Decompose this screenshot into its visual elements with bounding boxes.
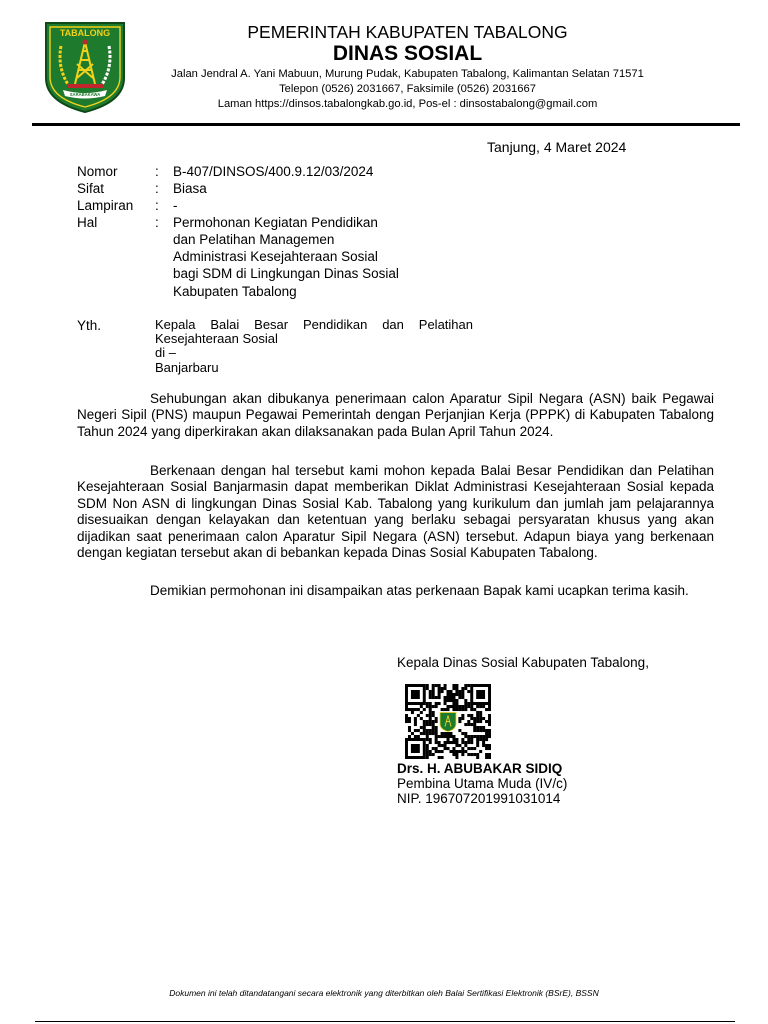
addressee-word: dan (382, 317, 404, 332)
body-paragraph: Berkenaan dengan hal tersebut kami mohon kepada Balai Besar Pendidikan dan Pelatihan Kesejahteraan Sosial Banjarmasin dapat memberikan Diklat Administrasi Kesejahteraan Sosial kepada SDM Non ASN di lingkungan Dinas Sosial Kab. Tabalong yang kurikulum dan jumlah jam pelajarannya disesuaikan dengan kelayakan dan ketentuan yang berlaku sebagai persyaratan khusus yang akan dijadikan saat penerimaan calon Aparatur Sipil Negara (ASN) tersebut. Adapun biaya yang berkenaan dengan kegiatan tersebut akan di bebankan kepada Dinas Sosial Kabupaten Tabalong. (77, 463, 714, 561)
meta-colon: : (155, 198, 159, 213)
body-paragraph: Demikian permohonan ini disampaikan atas perkenaan Bapak kami ucapkan terima kasih. (150, 583, 689, 598)
qr-center-emblem-icon (440, 713, 456, 732)
meta-value-nomor: B-407/DINSOS/400.9.12/03/2024 (173, 164, 374, 179)
addressee-city: Banjarbaru (155, 360, 219, 375)
meta-label: Lampiran (77, 198, 134, 213)
signature-title: Kepala Dinas Sosial Kabupaten Tabalong, (397, 655, 649, 670)
footer-rule (35, 1021, 735, 1022)
meta-colon: : (155, 164, 159, 179)
addressee-word: Pelatihan (418, 317, 473, 332)
signer-nip: NIP. 196707201991031014 (397, 791, 561, 806)
body-paragraph: Sehubungan akan dibukanya penerimaan calon Aparatur Sipil Negara (ASN) baik Pegawai Negeri Sipil (PNS) maupun Pegawai Pemerintah dengan Perjanjian Kerja (PPPK) di Kabupaten Tabalong Tahun 2024 yang diperkirakan akan dilaksanakan pada Bulan April Tahun 2024. (77, 391, 714, 439)
tabalong-emblem-icon (43, 20, 127, 114)
meta-colon: : (155, 215, 159, 230)
meta-colon: : (155, 181, 159, 196)
emblem-title: TABALONG (59, 28, 111, 38)
meta-label: Hal (77, 215, 98, 230)
addressee-line-2: Kesejahteraan Sosial (155, 331, 278, 346)
e-signature-footnote: Dokumen ini telah ditandatangani secara elektronik yang diterbitkan oleh Balai Sertifikasi Elektronik (BSrE), BSSN (169, 988, 599, 998)
meta-value-sifat: Biasa (173, 181, 207, 196)
addressee-line-3: di – (155, 345, 176, 360)
signer-rank: Pembina Utama Muda (IV/c) (397, 776, 568, 791)
addressee-word: Kepala (155, 317, 196, 332)
addressee-line-1 (155, 317, 473, 332)
meta-label: Sifat (77, 181, 105, 196)
subject-line: Administrasi Kesejahteraan Sosial (173, 249, 378, 264)
dept-phone: Telepon (0526) 2031667, Faksimile (0526) 2031667 (279, 83, 536, 95)
qr-code-icon (405, 684, 491, 759)
subject-line: Kabupaten Tabalong (173, 284, 297, 299)
addressee-word: Pendidikan (303, 317, 368, 332)
meta-value-hal: Permohonan Kegiatan Pendidikan (173, 215, 378, 230)
subject-line: bagi SDM di Lingkungan Dinas Sosial (173, 266, 399, 281)
letter-date: Tanjung, 4 Maret 2024 (487, 139, 627, 155)
dept-web: Laman https://dinsos.tabalongkab.go.id, Pos-el : dinsostabalong@gmail.com (217, 98, 598, 110)
signer-name: Drs. H. ABUBAKAR SIDIQ (397, 761, 563, 776)
meta-label: Nomor (77, 164, 118, 179)
gov-name: PEMERINTAH KABUPATEN TABALONG (247, 22, 568, 42)
addressee-word: Besar (254, 317, 289, 332)
meta-value-lampiran: - (173, 198, 178, 213)
addressee-word: Balai (210, 317, 240, 332)
dept-name: DINAS SOSIAL (332, 42, 483, 65)
letterhead-rule (32, 123, 740, 126)
subject-line: dan Pelatihan Managemen (173, 232, 335, 247)
emblem-motto: SARABAKAWA (69, 92, 101, 97)
addressee-label: Yth. (77, 318, 102, 333)
dept-address: Jalan Jendral A. Yani Mabuun, Murung Pudak, Kabupaten Tabalong, Kalimantan Selatan 71571 (171, 68, 644, 80)
